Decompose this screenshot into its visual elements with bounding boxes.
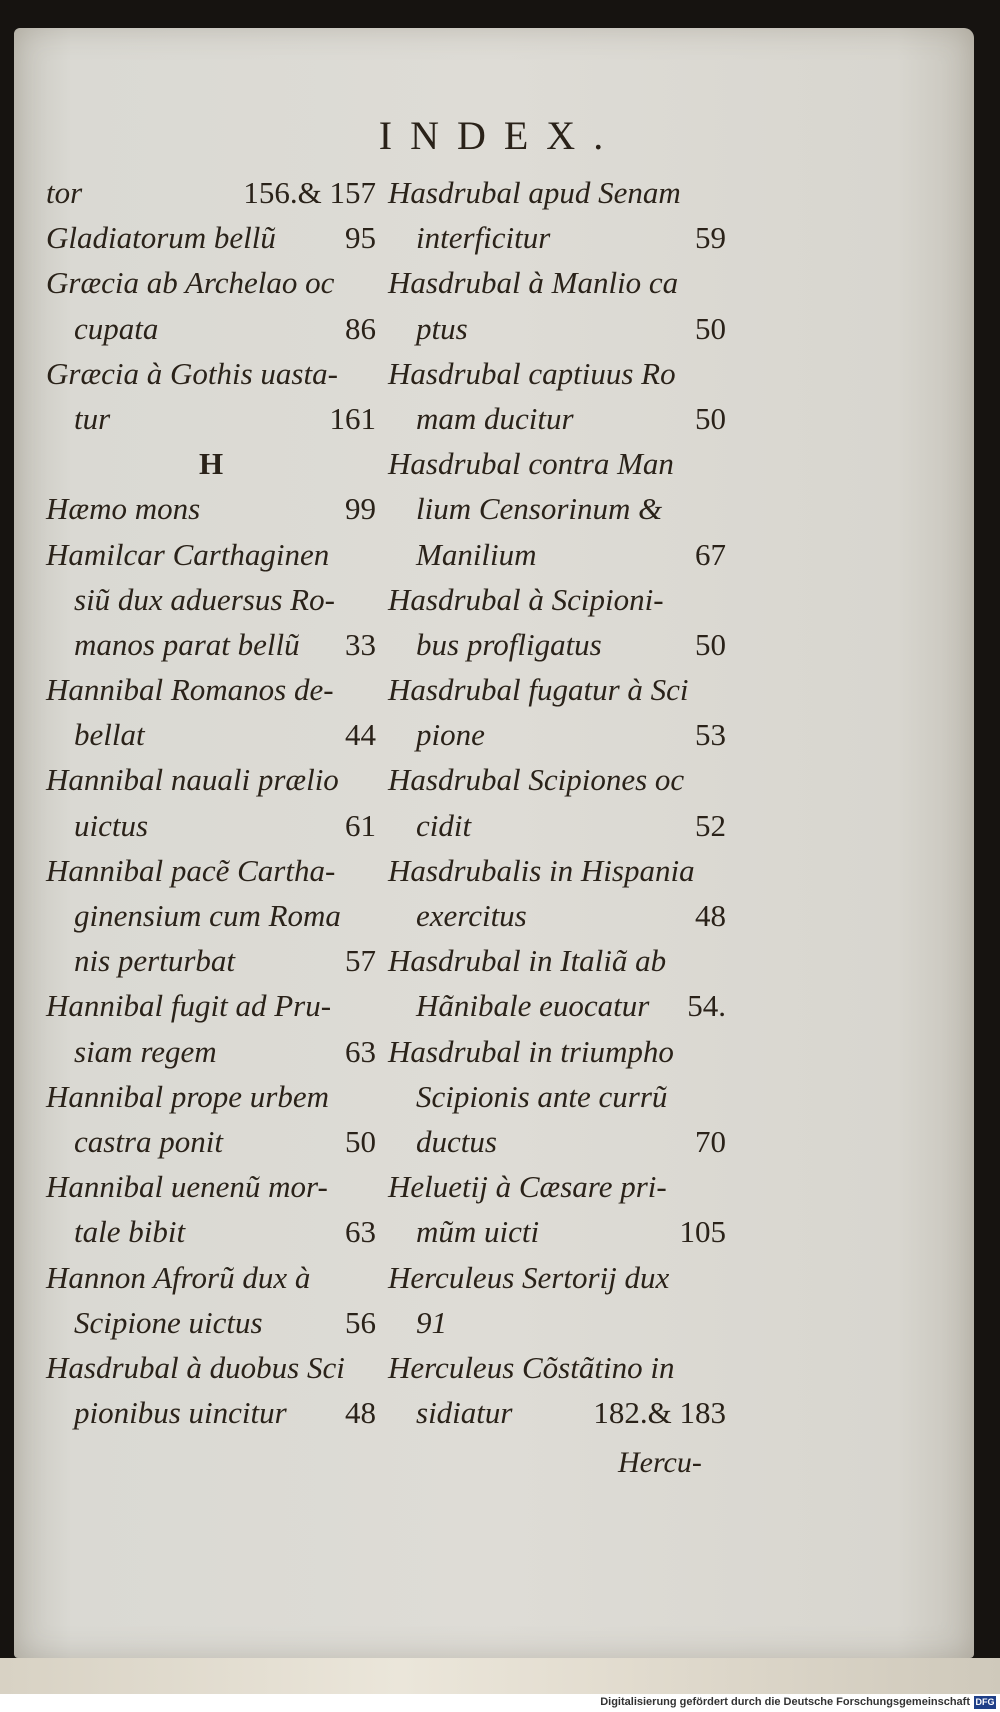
index-line (388, 938, 726, 983)
index-line (388, 260, 726, 305)
index-entry-text: Herculeus Sertorij dux (388, 1259, 670, 1295)
index-entry-text: uictus (74, 807, 149, 843)
index-entry-text: pionibus uincitur (74, 1395, 287, 1431)
index-line (388, 983, 726, 1028)
index-entry-text: mũm uicti (416, 1214, 540, 1250)
index-line (388, 351, 726, 396)
index-line (388, 170, 726, 215)
index-page-number: 105 (679, 1214, 726, 1250)
index-entry-text: Hasdrubalis in Hispania (388, 852, 695, 888)
index-line (388, 1300, 726, 1345)
index-entry-text: H (198, 446, 224, 482)
index-page-number: 50 (695, 310, 726, 346)
index-line (46, 757, 376, 802)
index-entry-text: Hasdrubal contra Man (388, 446, 674, 482)
index-line (388, 532, 726, 577)
index-page-number: 48 (695, 898, 726, 933)
index-line (388, 1255, 726, 1300)
index-line (46, 532, 376, 577)
index-entry-text: Gladiatorum bellũ (46, 220, 276, 256)
index-entry-text: Heluetij à Cæsare pri- (388, 1169, 667, 1205)
index-entry-text: Hæmo mons (46, 491, 201, 527)
index-entry-text: Græcia à Gothis uasta- (46, 355, 338, 391)
index-entry-text: 91 (416, 1304, 447, 1340)
index-line (46, 1345, 376, 1390)
index-line (46, 1255, 376, 1300)
index-entry-text: Hasdrubal Scipiones oc (388, 762, 685, 798)
index-line (46, 667, 376, 712)
index-page-number: 99 (345, 491, 376, 527)
index-page-number: 63 (345, 1214, 376, 1250)
index-entry-text: pione (416, 717, 485, 753)
index-page-number: 161 (329, 400, 376, 436)
index-column-left (46, 170, 376, 1435)
index-line (46, 848, 376, 893)
index-line (388, 306, 726, 351)
index-page-number: 44 (345, 717, 376, 753)
index-line (46, 938, 376, 983)
index-entry-text: castra ponit (74, 1123, 223, 1159)
index-line (388, 441, 726, 486)
index-entry-text: mam ducitur (416, 400, 574, 436)
index-line (46, 983, 376, 1028)
index-entry-text: bus profligatus (416, 626, 602, 662)
index-line (46, 351, 376, 396)
index-line (46, 893, 376, 938)
index-line (46, 215, 376, 260)
index-entry-text: Hãnibale euocatur (416, 988, 650, 1024)
index-entry-text: Hannibal Romanos de- (46, 672, 334, 708)
index-entry-text: ptus (416, 310, 468, 346)
index-page-number: 48 (345, 1395, 376, 1431)
index-entry-text: Hannibal fugit ad Pru- (46, 988, 332, 1024)
index-entry-text: Hannon Afrorũ dux à (46, 1259, 311, 1295)
index-line (388, 1390, 726, 1435)
dfg-logo: DFG (975, 1697, 995, 1707)
index-line (46, 803, 376, 848)
index-entry-text: tur (74, 400, 111, 436)
index-entry-text: Hannibal uenenũ mor- (46, 1169, 328, 1205)
index-entry-text: ductus (416, 1123, 497, 1159)
index-line (388, 622, 726, 667)
index-entry-text: nis perturbat (74, 943, 236, 979)
index-entry-text: Hasdrubal captiuus Ro (388, 355, 676, 391)
index-line (46, 260, 376, 305)
digitization-footer (0, 1694, 1000, 1712)
index-entry-text: Hasdrubal in triumpho (388, 1033, 674, 1069)
index-line (46, 486, 376, 531)
index-entry-text: Herculeus Cõstãtino in (388, 1349, 675, 1385)
index-page-number: 57 (345, 943, 376, 979)
index-entry-text: manos parat bellũ (74, 626, 300, 662)
index-line (46, 622, 376, 667)
index-section-letter (46, 441, 376, 486)
index-entry-text: exercitus (416, 898, 527, 933)
index-page-number: 61 (345, 807, 376, 843)
index-line (388, 667, 726, 712)
index-page-number: 33 (345, 626, 376, 662)
index-page-number: 53 (695, 717, 726, 753)
index-entry-text: ginensium cum Roma (74, 898, 341, 933)
index-line (46, 1300, 376, 1345)
index-page-number: 50 (345, 1123, 376, 1159)
index-entry-text: Hasdrubal à duobus Sci (46, 1349, 345, 1385)
index-line (388, 1029, 726, 1074)
index-line (46, 712, 376, 757)
index-line (388, 1074, 726, 1119)
index-line (388, 1119, 726, 1164)
index-entry-text: Græcia ab Archelao oc (46, 265, 335, 301)
index-page-number: 54. (687, 988, 726, 1024)
page-header: INDEX. (378, 113, 622, 158)
index-page-number: 70 (695, 1123, 726, 1159)
index-entry-text: Hasdrubal apud Senam (388, 175, 681, 210)
index-line (46, 1164, 376, 1209)
index-line (46, 577, 376, 622)
index-page-number: 52 (695, 807, 726, 843)
index-entry-text: tor (46, 175, 83, 210)
index-line (46, 170, 376, 215)
catchword: Hercu- (618, 1446, 702, 1479)
index-entry-text: Hasdrubal à Manlio ca (388, 265, 679, 301)
index-line (46, 1029, 376, 1074)
index-entry-text: bellat (74, 717, 145, 753)
index-entry-text: Hamilcar Carthaginen (46, 536, 330, 572)
index-line (388, 893, 726, 938)
index-page-number: 86 (345, 310, 376, 346)
index-entry-text: Hasdrubal in Italiã ab (388, 943, 667, 979)
index-entry-text: siam regem (74, 1033, 217, 1069)
index-page-number: 63 (345, 1033, 376, 1069)
index-entry-text: tale bibit (74, 1214, 186, 1250)
index-line (46, 1390, 376, 1435)
index-line (388, 1164, 726, 1209)
index-line (46, 1074, 376, 1119)
index-entry-text: Hasdrubal fugatur à Sci (388, 672, 689, 708)
page-bottom-edge (0, 1658, 1000, 1694)
index-line (388, 848, 726, 893)
index-line (388, 215, 726, 260)
index-page-number: 67 (695, 536, 726, 572)
footer-text: Digitalisierung gefördert durch die Deutsche Forschungsgemeinschaft (600, 1696, 970, 1708)
index-entry-text: Scipione uictus (74, 1304, 263, 1340)
index-page-number: 182.& 183 (593, 1395, 726, 1431)
index-entry-text: cidit (416, 807, 472, 843)
index-line (388, 577, 726, 622)
index-line (388, 1345, 726, 1390)
index-entry-text: cupata (74, 310, 159, 346)
index-page-number: 95 (345, 220, 376, 256)
index-page-number: 50 (695, 400, 726, 436)
index-line (388, 712, 726, 757)
index-page-number: 156.& 157 (243, 175, 376, 210)
index-line (388, 803, 726, 848)
index-entry-text: Hannibal pacẽ Cartha- (46, 852, 336, 888)
index-column-right (388, 170, 726, 1435)
index-line (388, 1209, 726, 1254)
index-entry-text: Hannibal nauali prælio (46, 762, 339, 798)
index-entry-text: Manilium (416, 536, 537, 572)
index-line (46, 306, 376, 351)
index-entry-text: interficitur (416, 220, 551, 256)
index-entry-text: Scipionis ante currũ (416, 1078, 668, 1114)
index-page-number: 59 (695, 220, 726, 256)
index-line (388, 757, 726, 802)
index-entry-text: sidiatur (416, 1395, 513, 1431)
index-line (388, 396, 726, 441)
index-entry-text: Hannibal prope urbem (46, 1078, 329, 1114)
index-entry-text: siũ dux aduersus Ro- (74, 581, 335, 617)
index-line (388, 486, 726, 531)
index-line (46, 396, 376, 441)
index-page-number: 50 (695, 626, 726, 662)
index-entry-text: lium Censorinum & (416, 491, 663, 527)
index-line (46, 1209, 376, 1254)
index-page-number: 56 (345, 1304, 376, 1340)
index-line (46, 1119, 376, 1164)
index-entry-text: Hasdrubal à Scipioni- (388, 581, 664, 617)
